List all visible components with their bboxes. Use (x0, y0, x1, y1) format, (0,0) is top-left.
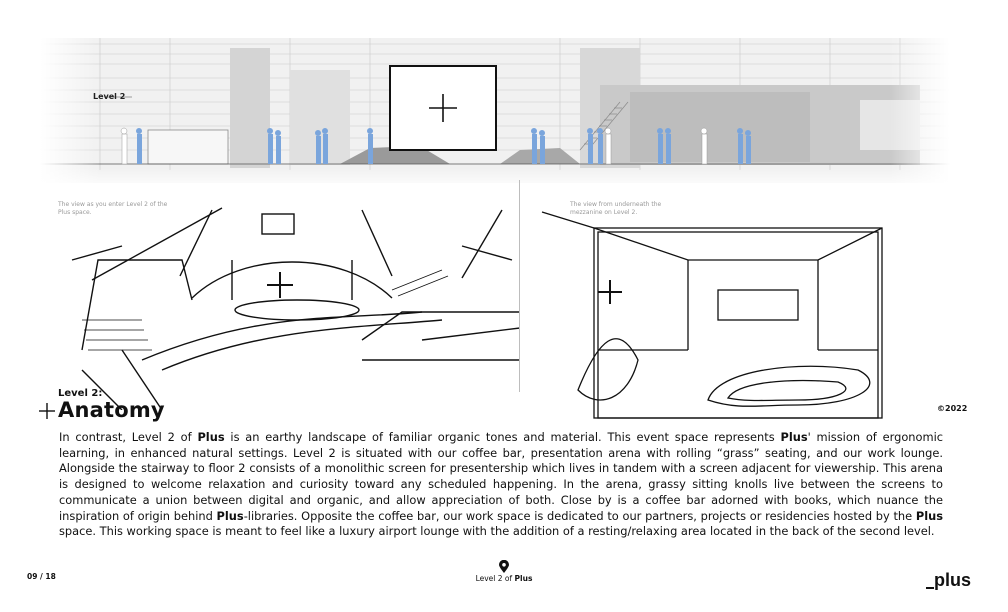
location-pin-icon (498, 560, 510, 574)
footer-location-label (454, 574, 554, 583)
entrance-view-sketch (62, 200, 520, 410)
body-text-segment: ' mission of ergonomic learning, in enhanced natural settings. Level 2 is situated with our coffee bar, presentation arena with rolling “grass” seating, and our work lounge. Alongside the stairway to floor 2 consists of a monolithic screen for presentership which lives in tandem with a screen adjacent for viewership. This arena is designed to welcome relaxation and curiosity toward any scheduled happening. In the arena, grassy sitting knolls live between the screens to communicate a union between digital and organic, and allow appreciation of both. Close by is a coffee bar adorned with books, which nuance the inspiration of origin behind (59, 430, 944, 523)
footer-location-brand: Plus (514, 574, 533, 583)
body-text-segment: -libraries. Opposite the coffee bar, our work space is dedicated to our partners, projects or residencies hosted by the (243, 508, 916, 523)
mezzanine-view-sketch (538, 200, 888, 420)
body-text-segment: space. This working space is meant to feel like a luxury airport lounge with the addition of a resting/relaxing area located in the back of the second level. (59, 524, 935, 539)
sketch-divider (519, 180, 520, 392)
section-level-tag: Level 2 (93, 92, 126, 101)
brand-name: Plus (197, 430, 225, 444)
body-paragraph (59, 430, 943, 540)
footer-location-prefix: Level 2 of (475, 574, 515, 583)
caption-entrance-view: The view as you enter Level 2 of the Plus space. (58, 201, 168, 216)
page-number: 09 / 18 (27, 572, 56, 581)
caption-mezzanine-view: The view from underneath the mezzanine on Level 2. (570, 201, 662, 216)
copyright-notice: ©2022 (937, 404, 968, 413)
level-label: Level 2: (58, 388, 103, 399)
brand-name: Plus (780, 430, 808, 444)
brand-name: Plus (915, 508, 943, 523)
plus-logo (924, 566, 986, 596)
logo-wordmark: plus (934, 570, 972, 590)
body-text-segment: is an earthy landscape of familiar organic tones and material. This event space represents (224, 430, 781, 444)
plus-icon (38, 402, 56, 420)
page-title: Anatomy (58, 398, 165, 422)
body-text-segment: In contrast, Level 2 of (59, 430, 198, 444)
brand-name: Plus (216, 508, 244, 523)
section-elevation-illustration (40, 30, 950, 190)
